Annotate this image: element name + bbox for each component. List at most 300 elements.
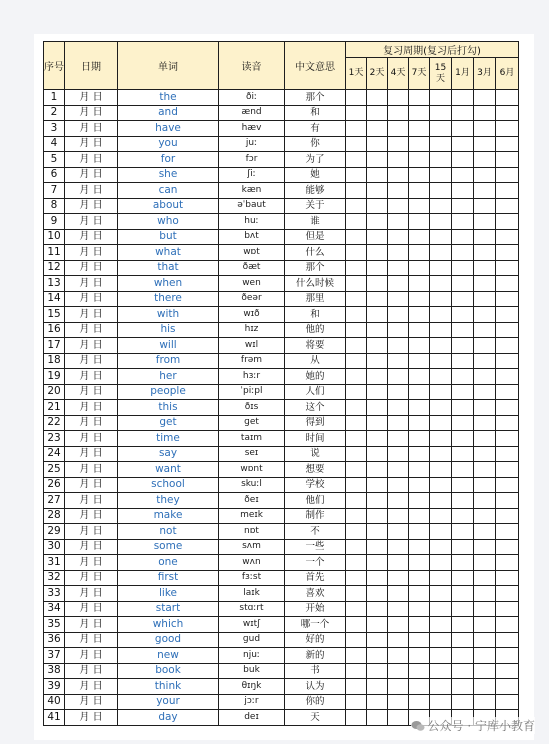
review-checkbox-cell[interactable] [474, 524, 496, 540]
review-checkbox-cell[interactable] [452, 136, 474, 152]
review-checkbox-cell[interactable] [474, 152, 496, 168]
review-checkbox-cell[interactable] [474, 198, 496, 214]
review-checkbox-cell[interactable] [409, 555, 430, 571]
review-checkbox-cell[interactable] [452, 369, 474, 385]
review-checkbox-cell[interactable] [388, 400, 409, 416]
review-checkbox-cell[interactable] [346, 214, 367, 230]
review-checkbox-cell[interactable] [474, 617, 496, 633]
review-checkbox-cell[interactable] [346, 648, 367, 664]
review-checkbox-cell[interactable] [346, 384, 367, 400]
review-checkbox-cell[interactable] [452, 524, 474, 540]
review-checkbox-cell[interactable] [388, 555, 409, 571]
review-checkbox-cell[interactable] [367, 400, 388, 416]
review-checkbox-cell[interactable] [367, 555, 388, 571]
review-checkbox-cell[interactable] [346, 462, 367, 478]
review-checkbox-cell[interactable] [430, 431, 452, 447]
review-checkbox-cell[interactable] [409, 152, 430, 168]
review-checkbox-cell[interactable] [496, 167, 519, 183]
review-checkbox-cell[interactable] [346, 198, 367, 214]
review-checkbox-cell[interactable] [409, 167, 430, 183]
review-checkbox-cell[interactable] [367, 570, 388, 586]
review-checkbox-cell[interactable] [452, 338, 474, 354]
review-checkbox-cell[interactable] [388, 167, 409, 183]
review-checkbox-cell[interactable] [474, 229, 496, 245]
review-checkbox-cell[interactable] [496, 493, 519, 509]
review-checkbox-cell[interactable] [474, 493, 496, 509]
review-checkbox-cell[interactable] [346, 601, 367, 617]
review-checkbox-cell[interactable] [346, 121, 367, 137]
review-checkbox-cell[interactable] [496, 508, 519, 524]
review-checkbox-cell[interactable] [452, 198, 474, 214]
review-checkbox-cell[interactable] [409, 493, 430, 509]
review-checkbox-cell[interactable] [367, 679, 388, 695]
review-checkbox-cell[interactable] [452, 648, 474, 664]
review-checkbox-cell[interactable] [346, 570, 367, 586]
review-checkbox-cell[interactable] [496, 307, 519, 323]
review-checkbox-cell[interactable] [474, 214, 496, 230]
review-checkbox-cell[interactable] [430, 276, 452, 292]
review-checkbox-cell[interactable] [430, 245, 452, 261]
review-checkbox-cell[interactable] [346, 307, 367, 323]
review-checkbox-cell[interactable] [430, 198, 452, 214]
review-checkbox-cell[interactable] [496, 229, 519, 245]
review-checkbox-cell[interactable] [452, 167, 474, 183]
review-checkbox-cell[interactable] [452, 694, 474, 710]
review-checkbox-cell[interactable] [496, 214, 519, 230]
review-checkbox-cell[interactable] [388, 601, 409, 617]
review-checkbox-cell[interactable] [409, 663, 430, 679]
review-checkbox-cell[interactable] [409, 617, 430, 633]
review-checkbox-cell[interactable] [496, 679, 519, 695]
review-checkbox-cell[interactable] [388, 648, 409, 664]
review-checkbox-cell[interactable] [409, 121, 430, 137]
review-checkbox-cell[interactable] [388, 276, 409, 292]
review-checkbox-cell[interactable] [496, 446, 519, 462]
review-checkbox-cell[interactable] [346, 400, 367, 416]
review-checkbox-cell[interactable] [430, 663, 452, 679]
review-checkbox-cell[interactable] [367, 648, 388, 664]
review-checkbox-cell[interactable] [409, 570, 430, 586]
review-checkbox-cell[interactable] [346, 477, 367, 493]
review-checkbox-cell[interactable] [430, 524, 452, 540]
review-checkbox-cell[interactable] [452, 291, 474, 307]
review-checkbox-cell[interactable] [474, 539, 496, 555]
review-checkbox-cell[interactable] [388, 570, 409, 586]
review-checkbox-cell[interactable] [452, 617, 474, 633]
review-checkbox-cell[interactable] [409, 136, 430, 152]
review-checkbox-cell[interactable] [388, 524, 409, 540]
review-checkbox-cell[interactable] [409, 539, 430, 555]
review-checkbox-cell[interactable] [430, 260, 452, 276]
review-checkbox-cell[interactable] [452, 353, 474, 369]
review-checkbox-cell[interactable] [452, 229, 474, 245]
review-checkbox-cell[interactable] [409, 524, 430, 540]
review-checkbox-cell[interactable] [388, 152, 409, 168]
review-checkbox-cell[interactable] [496, 524, 519, 540]
review-checkbox-cell[interactable] [496, 291, 519, 307]
review-checkbox-cell[interactable] [367, 586, 388, 602]
review-checkbox-cell[interactable] [346, 524, 367, 540]
review-checkbox-cell[interactable] [346, 276, 367, 292]
review-checkbox-cell[interactable] [474, 90, 496, 106]
review-checkbox-cell[interactable] [388, 617, 409, 633]
review-checkbox-cell[interactable] [430, 477, 452, 493]
review-checkbox-cell[interactable] [409, 214, 430, 230]
review-checkbox-cell[interactable] [452, 384, 474, 400]
review-checkbox-cell[interactable] [367, 260, 388, 276]
review-checkbox-cell[interactable] [346, 555, 367, 571]
review-checkbox-cell[interactable] [367, 322, 388, 338]
review-checkbox-cell[interactable] [388, 477, 409, 493]
review-checkbox-cell[interactable] [474, 121, 496, 137]
review-checkbox-cell[interactable] [346, 710, 367, 726]
review-checkbox-cell[interactable] [346, 369, 367, 385]
review-checkbox-cell[interactable] [496, 369, 519, 385]
review-checkbox-cell[interactable] [367, 105, 388, 121]
review-checkbox-cell[interactable] [409, 353, 430, 369]
review-checkbox-cell[interactable] [452, 105, 474, 121]
review-checkbox-cell[interactable] [367, 369, 388, 385]
review-checkbox-cell[interactable] [452, 663, 474, 679]
review-checkbox-cell[interactable] [346, 229, 367, 245]
review-checkbox-cell[interactable] [367, 415, 388, 431]
review-checkbox-cell[interactable] [346, 322, 367, 338]
review-checkbox-cell[interactable] [496, 586, 519, 602]
review-checkbox-cell[interactable] [367, 291, 388, 307]
review-checkbox-cell[interactable] [474, 415, 496, 431]
review-checkbox-cell[interactable] [367, 353, 388, 369]
review-checkbox-cell[interactable] [430, 539, 452, 555]
review-checkbox-cell[interactable] [409, 276, 430, 292]
review-checkbox-cell[interactable] [409, 601, 430, 617]
review-checkbox-cell[interactable] [388, 446, 409, 462]
review-checkbox-cell[interactable] [496, 121, 519, 137]
review-checkbox-cell[interactable] [367, 508, 388, 524]
review-checkbox-cell[interactable] [474, 183, 496, 199]
review-checkbox-cell[interactable] [388, 586, 409, 602]
review-checkbox-cell[interactable] [388, 105, 409, 121]
review-checkbox-cell[interactable] [496, 400, 519, 416]
review-checkbox-cell[interactable] [496, 477, 519, 493]
review-checkbox-cell[interactable] [474, 601, 496, 617]
review-checkbox-cell[interactable] [346, 617, 367, 633]
review-checkbox-cell[interactable] [496, 462, 519, 478]
review-checkbox-cell[interactable] [430, 214, 452, 230]
review-checkbox-cell[interactable] [346, 183, 367, 199]
review-checkbox-cell[interactable] [346, 353, 367, 369]
review-checkbox-cell[interactable] [409, 384, 430, 400]
review-checkbox-cell[interactable] [452, 152, 474, 168]
review-checkbox-cell[interactable] [388, 493, 409, 509]
review-checkbox-cell[interactable] [346, 136, 367, 152]
review-checkbox-cell[interactable] [430, 369, 452, 385]
review-checkbox-cell[interactable] [409, 291, 430, 307]
review-checkbox-cell[interactable] [496, 632, 519, 648]
review-checkbox-cell[interactable] [430, 679, 452, 695]
review-checkbox-cell[interactable] [346, 245, 367, 261]
review-checkbox-cell[interactable] [496, 322, 519, 338]
review-checkbox-cell[interactable] [452, 462, 474, 478]
review-checkbox-cell[interactable] [430, 322, 452, 338]
review-checkbox-cell[interactable] [496, 555, 519, 571]
review-checkbox-cell[interactable] [474, 353, 496, 369]
review-checkbox-cell[interactable] [474, 446, 496, 462]
review-checkbox-cell[interactable] [452, 214, 474, 230]
review-checkbox-cell[interactable] [496, 105, 519, 121]
review-checkbox-cell[interactable] [409, 105, 430, 121]
review-checkbox-cell[interactable] [474, 276, 496, 292]
review-checkbox-cell[interactable] [388, 198, 409, 214]
review-checkbox-cell[interactable] [474, 384, 496, 400]
review-checkbox-cell[interactable] [388, 384, 409, 400]
review-checkbox-cell[interactable] [346, 694, 367, 710]
review-checkbox-cell[interactable] [452, 276, 474, 292]
review-checkbox-cell[interactable] [452, 493, 474, 509]
review-checkbox-cell[interactable] [367, 276, 388, 292]
review-checkbox-cell[interactable] [367, 710, 388, 726]
review-checkbox-cell[interactable] [452, 121, 474, 137]
review-checkbox-cell[interactable] [367, 663, 388, 679]
review-checkbox-cell[interactable] [452, 431, 474, 447]
review-checkbox-cell[interactable] [430, 493, 452, 509]
review-checkbox-cell[interactable] [430, 90, 452, 106]
review-checkbox-cell[interactable] [346, 167, 367, 183]
review-checkbox-cell[interactable] [430, 136, 452, 152]
review-checkbox-cell[interactable] [346, 415, 367, 431]
review-checkbox-cell[interactable] [452, 322, 474, 338]
review-checkbox-cell[interactable] [474, 477, 496, 493]
review-checkbox-cell[interactable] [496, 90, 519, 106]
review-checkbox-cell[interactable] [430, 338, 452, 354]
review-checkbox-cell[interactable] [496, 245, 519, 261]
review-checkbox-cell[interactable] [367, 307, 388, 323]
review-checkbox-cell[interactable] [388, 369, 409, 385]
review-checkbox-cell[interactable] [474, 369, 496, 385]
review-checkbox-cell[interactable] [367, 539, 388, 555]
review-checkbox-cell[interactable] [367, 477, 388, 493]
review-checkbox-cell[interactable] [430, 632, 452, 648]
review-checkbox-cell[interactable] [388, 214, 409, 230]
review-checkbox-cell[interactable] [430, 462, 452, 478]
review-checkbox-cell[interactable] [367, 601, 388, 617]
review-checkbox-cell[interactable] [388, 632, 409, 648]
review-checkbox-cell[interactable] [409, 400, 430, 416]
review-checkbox-cell[interactable] [367, 384, 388, 400]
review-checkbox-cell[interactable] [430, 586, 452, 602]
review-checkbox-cell[interactable] [452, 260, 474, 276]
review-checkbox-cell[interactable] [346, 260, 367, 276]
review-checkbox-cell[interactable] [409, 415, 430, 431]
review-checkbox-cell[interactable] [388, 121, 409, 137]
review-checkbox-cell[interactable] [388, 260, 409, 276]
review-checkbox-cell[interactable] [346, 291, 367, 307]
review-checkbox-cell[interactable] [496, 260, 519, 276]
review-checkbox-cell[interactable] [388, 679, 409, 695]
review-checkbox-cell[interactable] [388, 245, 409, 261]
review-checkbox-cell[interactable] [409, 229, 430, 245]
review-checkbox-cell[interactable] [496, 663, 519, 679]
review-checkbox-cell[interactable] [367, 524, 388, 540]
review-checkbox-cell[interactable] [388, 307, 409, 323]
review-checkbox-cell[interactable] [367, 617, 388, 633]
review-checkbox-cell[interactable] [367, 462, 388, 478]
review-checkbox-cell[interactable] [452, 632, 474, 648]
review-checkbox-cell[interactable] [496, 353, 519, 369]
review-checkbox-cell[interactable] [367, 694, 388, 710]
review-checkbox-cell[interactable] [388, 462, 409, 478]
review-checkbox-cell[interactable] [367, 198, 388, 214]
review-checkbox-cell[interactable] [409, 477, 430, 493]
review-checkbox-cell[interactable] [430, 446, 452, 462]
review-checkbox-cell[interactable] [496, 136, 519, 152]
review-checkbox-cell[interactable] [388, 90, 409, 106]
review-checkbox-cell[interactable] [474, 508, 496, 524]
review-checkbox-cell[interactable] [409, 90, 430, 106]
review-checkbox-cell[interactable] [496, 431, 519, 447]
review-checkbox-cell[interactable] [346, 493, 367, 509]
review-checkbox-cell[interactable] [346, 446, 367, 462]
review-checkbox-cell[interactable] [430, 415, 452, 431]
review-checkbox-cell[interactable] [367, 167, 388, 183]
review-checkbox-cell[interactable] [496, 694, 519, 710]
review-checkbox-cell[interactable] [452, 570, 474, 586]
review-checkbox-cell[interactable] [367, 493, 388, 509]
review-checkbox-cell[interactable] [474, 632, 496, 648]
review-checkbox-cell[interactable] [388, 508, 409, 524]
review-checkbox-cell[interactable] [409, 307, 430, 323]
review-checkbox-cell[interactable] [346, 508, 367, 524]
review-checkbox-cell[interactable] [409, 260, 430, 276]
review-checkbox-cell[interactable] [367, 152, 388, 168]
review-checkbox-cell[interactable] [496, 152, 519, 168]
review-checkbox-cell[interactable] [474, 431, 496, 447]
review-checkbox-cell[interactable] [452, 601, 474, 617]
review-checkbox-cell[interactable] [367, 121, 388, 137]
review-checkbox-cell[interactable] [474, 291, 496, 307]
review-checkbox-cell[interactable] [474, 570, 496, 586]
review-checkbox-cell[interactable] [474, 245, 496, 261]
review-checkbox-cell[interactable] [388, 431, 409, 447]
review-checkbox-cell[interactable] [346, 105, 367, 121]
review-checkbox-cell[interactable] [430, 307, 452, 323]
review-checkbox-cell[interactable] [474, 462, 496, 478]
review-checkbox-cell[interactable] [409, 586, 430, 602]
review-checkbox-cell[interactable] [496, 539, 519, 555]
review-checkbox-cell[interactable] [388, 322, 409, 338]
review-checkbox-cell[interactable] [474, 260, 496, 276]
review-checkbox-cell[interactable] [430, 121, 452, 137]
review-checkbox-cell[interactable] [430, 570, 452, 586]
review-checkbox-cell[interactable] [474, 167, 496, 183]
review-checkbox-cell[interactable] [346, 431, 367, 447]
review-checkbox-cell[interactable] [367, 431, 388, 447]
review-checkbox-cell[interactable] [496, 648, 519, 664]
review-checkbox-cell[interactable] [367, 632, 388, 648]
review-checkbox-cell[interactable] [452, 307, 474, 323]
review-checkbox-cell[interactable] [430, 694, 452, 710]
review-checkbox-cell[interactable] [409, 322, 430, 338]
review-checkbox-cell[interactable] [430, 152, 452, 168]
review-checkbox-cell[interactable] [409, 694, 430, 710]
review-checkbox-cell[interactable] [496, 415, 519, 431]
review-checkbox-cell[interactable] [367, 214, 388, 230]
review-checkbox-cell[interactable] [496, 384, 519, 400]
review-checkbox-cell[interactable] [452, 400, 474, 416]
review-checkbox-cell[interactable] [430, 601, 452, 617]
review-checkbox-cell[interactable] [496, 617, 519, 633]
review-checkbox-cell[interactable] [346, 632, 367, 648]
review-checkbox-cell[interactable] [474, 338, 496, 354]
review-checkbox-cell[interactable] [388, 694, 409, 710]
review-checkbox-cell[interactable] [474, 586, 496, 602]
review-checkbox-cell[interactable] [388, 136, 409, 152]
review-checkbox-cell[interactable] [409, 679, 430, 695]
review-checkbox-cell[interactable] [474, 136, 496, 152]
review-checkbox-cell[interactable] [367, 338, 388, 354]
review-checkbox-cell[interactable] [367, 446, 388, 462]
review-checkbox-cell[interactable] [430, 105, 452, 121]
review-checkbox-cell[interactable] [496, 570, 519, 586]
review-checkbox-cell[interactable] [388, 291, 409, 307]
review-checkbox-cell[interactable] [430, 617, 452, 633]
review-checkbox-cell[interactable] [388, 415, 409, 431]
review-checkbox-cell[interactable] [430, 648, 452, 664]
review-checkbox-cell[interactable] [452, 183, 474, 199]
review-checkbox-cell[interactable] [409, 431, 430, 447]
review-checkbox-cell[interactable] [430, 384, 452, 400]
review-checkbox-cell[interactable] [452, 555, 474, 571]
review-checkbox-cell[interactable] [388, 353, 409, 369]
review-checkbox-cell[interactable] [346, 679, 367, 695]
review-checkbox-cell[interactable] [367, 90, 388, 106]
review-checkbox-cell[interactable] [367, 183, 388, 199]
review-checkbox-cell[interactable] [474, 648, 496, 664]
review-checkbox-cell[interactable] [409, 462, 430, 478]
review-checkbox-cell[interactable] [452, 508, 474, 524]
review-checkbox-cell[interactable] [388, 539, 409, 555]
review-checkbox-cell[interactable] [430, 400, 452, 416]
review-checkbox-cell[interactable] [496, 198, 519, 214]
review-checkbox-cell[interactable] [452, 477, 474, 493]
review-checkbox-cell[interactable] [346, 152, 367, 168]
review-checkbox-cell[interactable] [452, 539, 474, 555]
review-checkbox-cell[interactable] [409, 508, 430, 524]
review-checkbox-cell[interactable] [367, 245, 388, 261]
review-checkbox-cell[interactable] [452, 415, 474, 431]
review-checkbox-cell[interactable] [409, 369, 430, 385]
review-checkbox-cell[interactable] [474, 105, 496, 121]
review-checkbox-cell[interactable] [430, 183, 452, 199]
review-checkbox-cell[interactable] [409, 245, 430, 261]
review-checkbox-cell[interactable] [474, 555, 496, 571]
review-checkbox-cell[interactable] [430, 291, 452, 307]
review-checkbox-cell[interactable] [452, 245, 474, 261]
review-checkbox-cell[interactable] [474, 322, 496, 338]
review-checkbox-cell[interactable] [388, 229, 409, 245]
review-checkbox-cell[interactable] [367, 136, 388, 152]
review-checkbox-cell[interactable] [346, 663, 367, 679]
review-checkbox-cell[interactable] [346, 90, 367, 106]
review-checkbox-cell[interactable] [430, 167, 452, 183]
review-checkbox-cell[interactable] [496, 601, 519, 617]
review-checkbox-cell[interactable] [474, 694, 496, 710]
review-checkbox-cell[interactable] [474, 400, 496, 416]
review-checkbox-cell[interactable] [496, 338, 519, 354]
review-checkbox-cell[interactable] [409, 183, 430, 199]
review-checkbox-cell[interactable] [430, 508, 452, 524]
review-checkbox-cell[interactable] [452, 446, 474, 462]
review-checkbox-cell[interactable] [409, 632, 430, 648]
